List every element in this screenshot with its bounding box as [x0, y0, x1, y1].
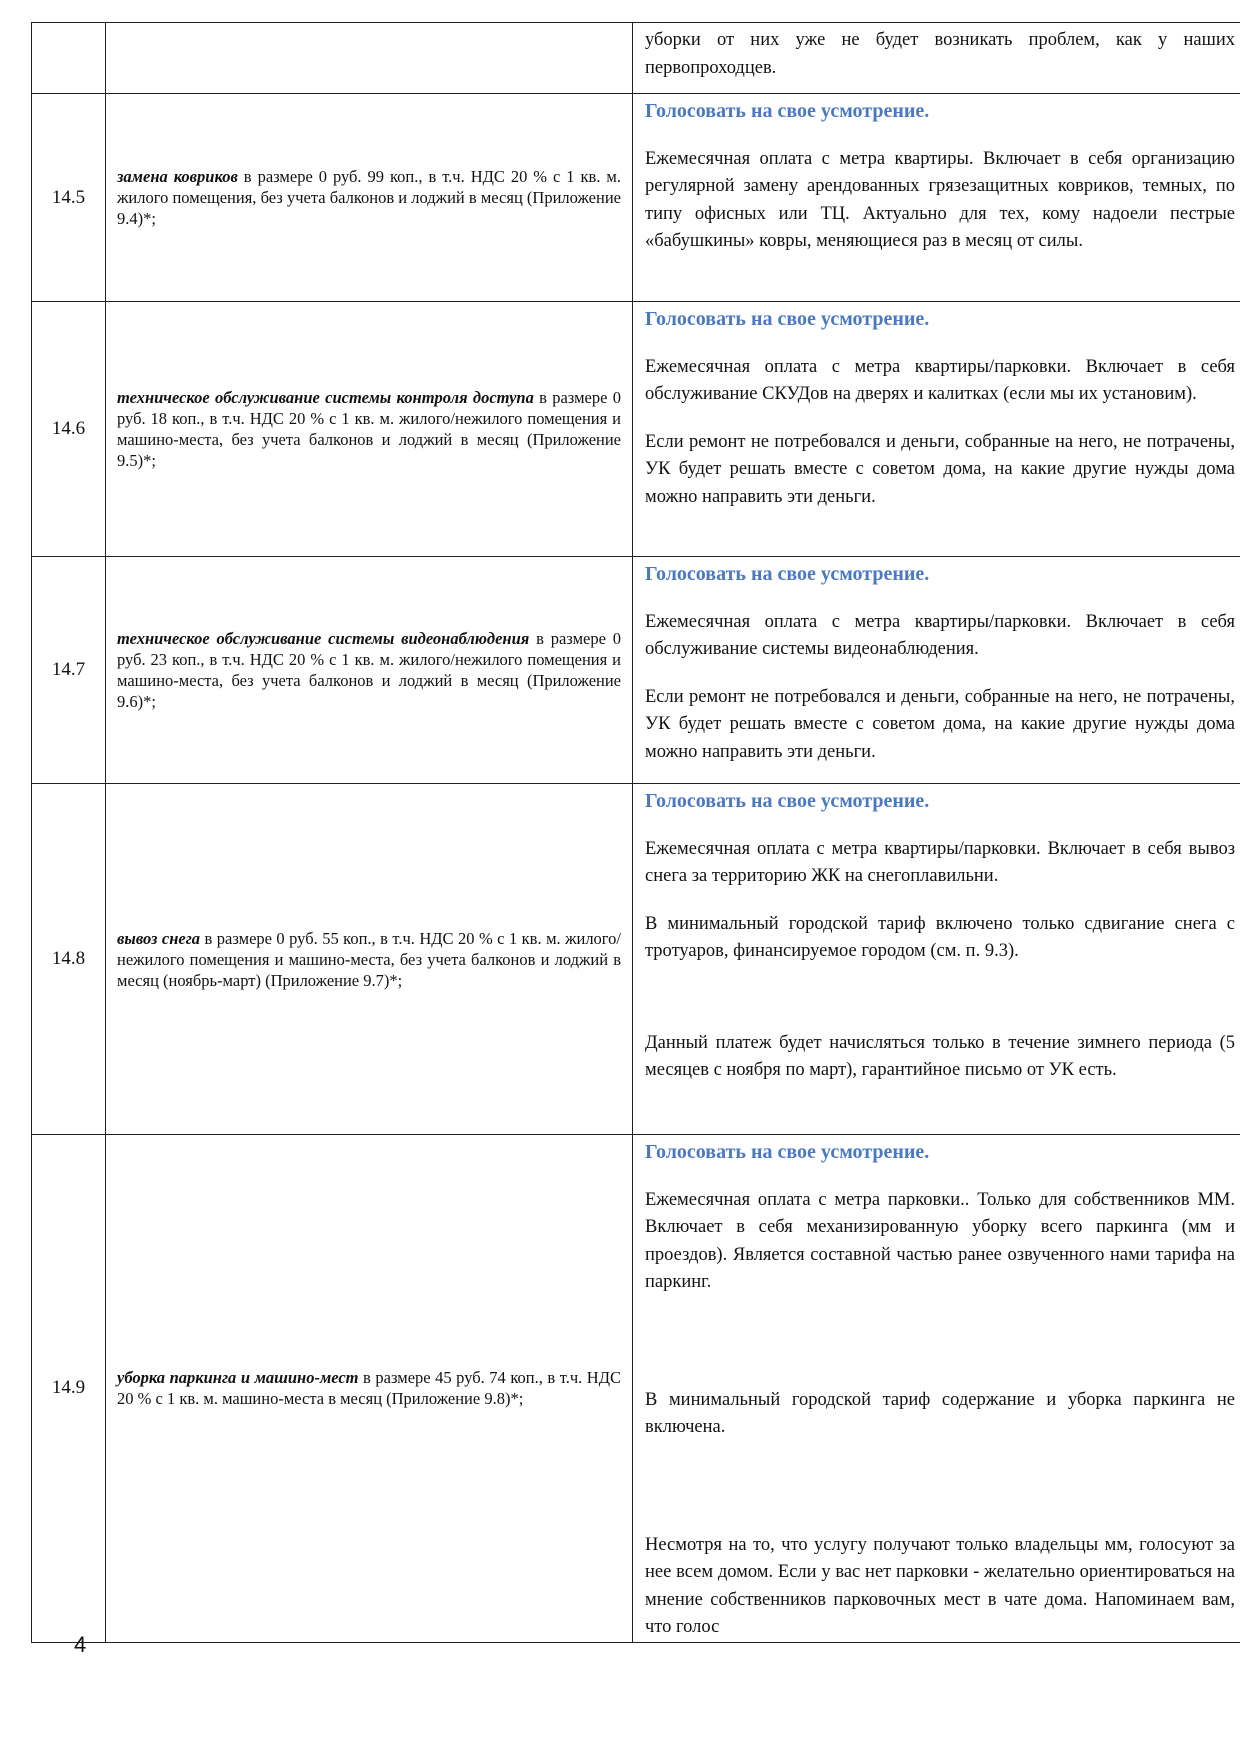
row-number: 14.6: [32, 302, 106, 557]
vote-recommendation: Голосовать на свое усмотрение.: [645, 790, 930, 812]
row-description: [106, 557, 633, 784]
table-row: [32, 302, 1240, 557]
vote-recommendation: Голосовать на свое усмотрение.: [645, 308, 930, 330]
row-number: [32, 23, 106, 94]
row-description: [106, 94, 633, 302]
service-terms: в размере 0 руб. 99 коп., в т.ч. НДС 20 % с 1 кв. м. жилого помещения, без учета балконов и лоджий в месяц (Приложение 9.4)*;: [117, 167, 621, 228]
table-row: [32, 94, 1240, 302]
comment-paragraph: Данный платеж будет начисляться только в течение зимнего периода (5 месяцев с ноября по март), гарантийное письмо от УК есть.: [645, 1032, 1235, 1080]
services-table: [31, 22, 1240, 1643]
comment-paragraph: Если ремонт не потребовался и деньги, собранные на него, не потрачены, УК будет решать вместе с советом дома, на какие другие нужды дома можно направить эти деньги.: [645, 431, 1235, 507]
row-comment: [633, 1135, 1240, 1643]
table-row: [32, 1135, 1240, 1643]
service-terms: в размере 0 руб. 18 коп., в т.ч. НДС 20 % с 1 кв. м. жилого/нежилого помещения и машино-места, без учета балконов и лоджий в месяц (Приложение 9.5)*;: [117, 388, 621, 470]
service-terms: в размере 0 руб. 23 коп., в т.ч. НДС 20 % с 1 кв. м. жилого/нежилого помещения и машино-места, без учета балконов и лоджий в месяц (Приложение 9.6)*;: [117, 629, 621, 711]
row-number: 14.5: [32, 94, 106, 302]
service-name: техническое обслуживание системы контроля доступа: [117, 388, 534, 407]
row-description: [106, 1135, 633, 1643]
service-name: техническое обслуживание системы видеонаблюдения: [117, 629, 530, 648]
comment-paragraph: уборки от них уже не будет возникать проблем, как у наших первопроходцев.: [645, 30, 1235, 78]
table-row: [32, 784, 1240, 1135]
service-name: вывоз снега: [117, 928, 201, 948]
comment-paragraph: Если ремонт не потребовался и деньги, собранные на него, не потрачены, УК будет решать вместе с советом дома, на какие другие нужды дома можно направить эти деньги.: [645, 686, 1235, 762]
comment-paragraph: Ежемесячная оплата с метра квартиры/парковки. Включает в себя вывоз снега за территорию ЖК на снегоплавильни.: [645, 838, 1235, 886]
comment-paragraph: В минимальный городской тариф включено только сдвигание снега с тротуаров, финансируемое городом (см. п. 9.3).: [645, 913, 1235, 961]
comment-paragraph: Ежемесячная оплата с метра квартиры/парковки. Включает в себя обслуживание СКУДов на дверях и калитках (если мы их установим).: [645, 356, 1235, 404]
row-description: [106, 302, 633, 557]
table-row: [32, 23, 1240, 94]
page-number: 4: [74, 1632, 87, 1657]
vote-recommendation: Голосовать на свое усмотрение.: [645, 1141, 930, 1163]
row-number: 14.9: [32, 1135, 106, 1643]
row-description: [106, 23, 633, 94]
service-name: замена ковриков: [117, 167, 238, 186]
row-comment: [633, 784, 1240, 1135]
row-description: [106, 784, 633, 1135]
comment-paragraph: Ежемесячная оплата с метра квартиры. Включает в себя организацию регулярной замену арендованных грязезащитных ковриков, темных, по типу офисных или ТЦ. Актуально для тех, кому надоели пестрые «бабушкины» ковры, меняющиеся раз в месяц от силы.: [645, 148, 1235, 251]
row-number: 14.8: [32, 784, 106, 1135]
comment-paragraph: В минимальный городской тариф содержание и уборка паркинга не включена.: [645, 1389, 1235, 1437]
vote-recommendation: Голосовать на свое усмотрение.: [645, 563, 930, 585]
comment-paragraph: Несмотря на то, что услугу получают только владельцы мм, голосуют за нее всем домом. Если у вас нет парковки - желательно ориентироваться на мнение собственников парковочных мест в чате дома. Напоминаем вам, что голос: [645, 1534, 1235, 1637]
row-comment: [633, 302, 1240, 557]
vote-recommendation: Голосовать на свое усмотрение.: [645, 100, 930, 122]
table-row: [32, 557, 1240, 784]
comment-paragraph: Ежемесячная оплата с метра квартиры/парковки. Включает в себя обслуживание системы видеонаблюдения.: [645, 611, 1235, 659]
row-comment: [633, 557, 1240, 784]
row-comment: [633, 23, 1240, 94]
comment-paragraph: Ежемесячная оплата с метра парковки.. Только для собственников ММ. Включает в себя механизированную уборку всего паркинга (мм и проездов). Является составной частью ранее озвученного нами тарифа на паркинг.: [645, 1189, 1235, 1292]
service-terms: в размере 0 руб. 55 коп., в т.ч. НДС 20 % с 1 кв. м. жилого/нежилого помещения и машино-места, без учета балконов и лоджий в месяц (ноябрь-март) (Приложение 9.7)*;: [117, 928, 621, 990]
service-terms: в размере 45 руб. 74 коп., в т.ч. НДС 20 % с 1 кв. м. машино-места в месяц (Приложение 9.8)*;: [117, 1368, 621, 1409]
service-name: уборка паркинга и машино-мест: [117, 1368, 359, 1388]
row-number: 14.7: [32, 557, 106, 784]
row-comment: [633, 94, 1240, 302]
